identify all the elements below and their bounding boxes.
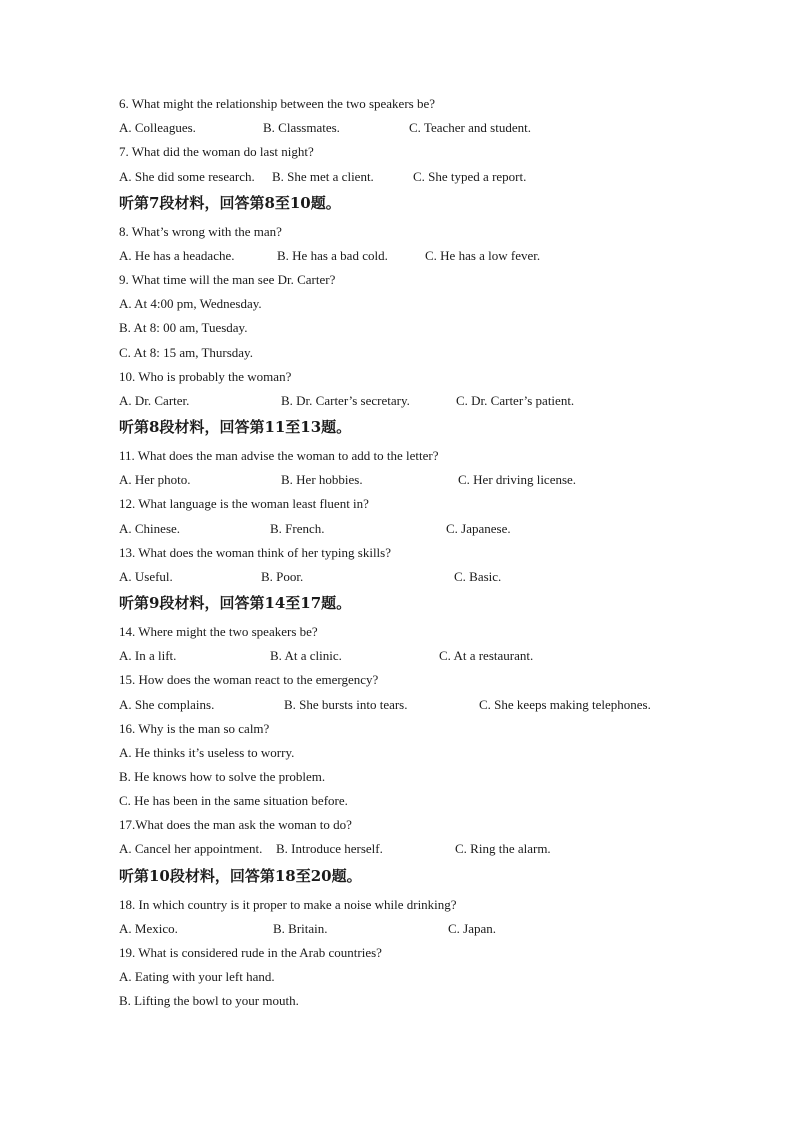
- question-14-option-b: B. At a clinic.: [270, 648, 342, 663]
- question-8-option-c: C. He has a low fever.: [425, 248, 541, 263]
- question-10-option-a: A. Dr. Carter.: [119, 393, 190, 408]
- question-11-option-a: A. Her photo.: [119, 472, 191, 487]
- question-6-option-b: B. Classmates.: [263, 120, 340, 135]
- question-8-stem: 8. What’s wrong with the man?: [119, 224, 282, 239]
- question-9-option-c: C. At 8: 15 am, Thursday.: [119, 345, 253, 360]
- section-heading-9: 听第9段材料，回答第14至17题。: [119, 594, 352, 612]
- question-15-option-a: A. She complains.: [119, 697, 215, 712]
- question-8-option-b: B. He has a bad cold.: [277, 248, 388, 263]
- question-18-option-a: A. Mexico.: [119, 921, 178, 936]
- question-8-option-a: A. He has a headache.: [119, 248, 235, 263]
- question-6-option-a: A. Colleagues.: [119, 120, 196, 135]
- question-16-option-c: C. He has been in the same situation before.: [119, 793, 348, 808]
- question-11-option-b: B. Her hobbies.: [281, 472, 363, 487]
- question-14-option-c: C. At a restaurant.: [439, 648, 534, 663]
- question-12-option-b: B. French.: [270, 521, 325, 536]
- question-18-option-c: C. Japan.: [448, 921, 497, 936]
- question-17-stem: 17.What does the man ask the woman to do?: [119, 817, 352, 832]
- question-18-option-b: B. Britain.: [273, 921, 328, 936]
- question-18-stem: 18. In which country is it proper to make a noise while drinking?: [119, 897, 457, 912]
- question-7-option-b: B. She met a client.: [272, 169, 374, 184]
- section-heading-10: 听第10段材料，回答第18至20题。: [119, 867, 362, 885]
- question-9-option-b: B. At 8: 00 am, Tuesday.: [119, 320, 248, 335]
- question-9-stem: 9. What time will the man see Dr. Carter?: [119, 272, 336, 287]
- question-19-option-b: B. Lifting the bowl to your mouth.: [119, 993, 299, 1008]
- question-17-option-b: B. Introduce herself.: [276, 841, 383, 856]
- question-13-option-b: B. Poor.: [261, 569, 304, 584]
- section-heading-8: 听第8段材料，回答第11至13题。: [119, 418, 352, 436]
- question-13-option-c: C. Basic.: [454, 569, 502, 584]
- question-6-option-c: C. Teacher and student.: [409, 120, 531, 135]
- question-12-option-c: C. Japanese.: [446, 521, 511, 536]
- question-19-option-a: A. Eating with your left hand.: [119, 969, 275, 984]
- question-6-stem: 6. What might the relationship between the two speakers be?: [119, 96, 435, 111]
- question-13-stem: 13. What does the woman think of her typing skills?: [119, 545, 391, 560]
- question-15-stem: 15. How does the woman react to the emergency?: [119, 672, 379, 687]
- question-16-stem: 16. Why is the man so calm?: [119, 721, 270, 736]
- question-11-stem: 11. What does the man advise the woman to add to the letter?: [119, 448, 439, 463]
- question-15-option-c: C. She keeps making telephones.: [479, 697, 651, 712]
- question-19-stem: 19. What is considered rude in the Arab countries?: [119, 945, 382, 960]
- question-12-option-a: A. Chinese.: [119, 521, 181, 536]
- question-10-option-b: B. Dr. Carter’s secretary.: [281, 393, 410, 408]
- section-heading-7: 听第7段材料，回答第8至10题。: [119, 194, 341, 212]
- question-13-option-a: A. Useful.: [119, 569, 173, 584]
- question-9-option-a: A. At 4:00 pm, Wednesday.: [119, 296, 262, 311]
- question-12-stem: 12. What language is the woman least fluent in?: [119, 496, 369, 511]
- question-15-option-b: B. She bursts into tears.: [284, 697, 408, 712]
- question-11-option-c: C. Her driving license.: [458, 472, 577, 487]
- question-10-option-c: C. Dr. Carter’s patient.: [456, 393, 575, 408]
- question-17-option-c: C. Ring the alarm.: [455, 841, 551, 856]
- question-14-option-a: A. In a lift.: [119, 648, 177, 663]
- question-7-option-a: A. She did some research.: [119, 169, 255, 184]
- question-16-option-a: A. He thinks it’s useless to worry.: [119, 745, 295, 760]
- question-17-option-a: A. Cancel her appointment.: [119, 841, 263, 856]
- question-10-stem: 10. Who is probably the woman?: [119, 369, 292, 384]
- question-14-stem: 14. Where might the two speakers be?: [119, 624, 318, 639]
- question-7-stem: 7. What did the woman do last night?: [119, 144, 314, 159]
- question-7-option-c: C. She typed a report.: [413, 169, 527, 184]
- question-16-option-b: B. He knows how to solve the problem.: [119, 769, 326, 784]
